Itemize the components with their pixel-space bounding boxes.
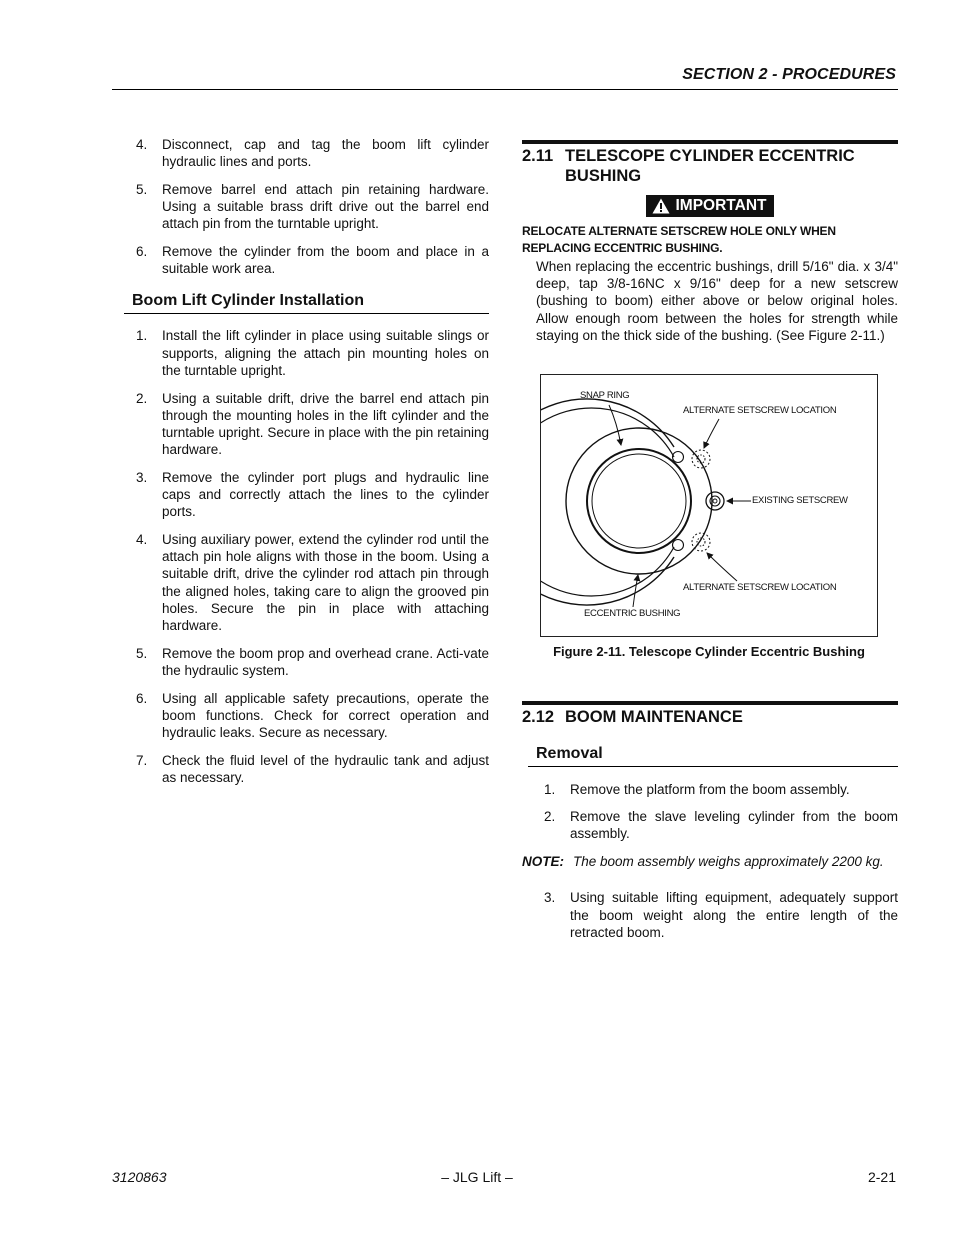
section-title: [522, 147, 898, 186]
body-paragraph: When replacing the eccentric bushings, drill 5/16" dia. x 3/4" deep, tap 3/8-16NC x 9/16" deep for a new setscrew (bushing to boom) either above or below original holes. Allow enough room between the holes for strength while staying on the thick side of the bushing. (See Figure 2-11.): [536, 259, 898, 343]
figure-caption: Figure 2-11. Telescope Cylinder Eccentric Bushing: [553, 644, 865, 659]
list-item: 4. Using auxiliary power, extend the cylinder rod until the attach pin hole aligns with those in the boom. Using a suitable drift, drive the cylinder rod attach pin through the aligned holes, taking care to align the grooved pin holes. Secure the pin in place with attaching hardware.: [136, 531, 489, 633]
list-item: 5. Remove the boom prop and overhead crane. Acti-vate the hydraulic system.: [136, 645, 489, 678]
installation-heading: Boom Lift Cylinder Installation: [124, 292, 489, 314]
left-column: [124, 136, 489, 797]
important-banner-wrap: [522, 195, 898, 217]
section-rule: [522, 140, 898, 144]
important-label: IMPORTANT: [675, 197, 767, 214]
list-item: 4. Disconnect, cap and tag the boom lift cylinder hydraulic lines and ports.: [136, 137, 489, 170]
footer-page-number: 2-21: [867, 1169, 896, 1185]
section-title-text: TELESCOPE CYLINDER ECCENTRIC BUSHING: [565, 147, 855, 185]
section-title-text: BOOM MAINTENANCE: [565, 708, 743, 726]
figure-eccentric-bushing: [540, 374, 878, 637]
list-item: 6. Remove the cylinder from the boom and place in a suitable work area.: [136, 244, 489, 277]
section-2-11: [522, 140, 898, 344]
label-existing-setscrew: EXISTING SETSCREW: [752, 495, 848, 506]
label-alternate-setscrew-top: ALTERNATE SETSCREW LOCATION: [683, 405, 837, 416]
list-item: 2. Using a suitable drift, drive the barrel end attach pin through the mounting holes in the lift cylinder and the turntable upright. Secure in place with the pin retaining hardware.: [136, 390, 489, 458]
boom-removal-steps-continued: [522, 889, 898, 941]
section-2-12: [522, 701, 898, 951]
list-item: 1. Remove the platform from the boom assembly.: [544, 781, 850, 797]
list-item: 2. Remove the slave leveling cylinder from the boom assembly.: [544, 809, 898, 842]
installation-steps-list: [124, 327, 489, 786]
note: [522, 853, 898, 870]
section-number: 2.11: [522, 147, 554, 165]
section-number: 2.12: [522, 708, 555, 726]
section-rule: [522, 701, 898, 705]
note-label: NOTE:: [522, 854, 564, 870]
section-header: SECTION 2 - PROCEDURES: [682, 66, 896, 83]
warning-icon: [652, 198, 670, 214]
list-item: 3. Remove the cylinder port plugs and hydraulic line caps and correctly attach the lines to the cylinder ports.: [136, 469, 489, 520]
footer-center: – JLG Lift –: [441, 1169, 513, 1185]
section-title: [522, 708, 898, 728]
removal-heading: Removal: [528, 745, 898, 767]
header-rule: [112, 89, 898, 90]
note-text: The boom assembly weighs approximately 2200 kg.: [573, 854, 884, 870]
footer-doc-number: 3120863: [112, 1169, 167, 1185]
list-item: 5. Remove barrel end attach pin retaining hardware. Using a suitable brass drift drive out the barrel end attach pin from the turntable upright.: [136, 181, 489, 232]
label-eccentric-bushing: ECCENTRIC BUSHING: [584, 608, 681, 619]
label-alternate-setscrew-bottom: ALTERNATE SETSCREW LOCATION: [683, 582, 837, 593]
removal-steps-list: [124, 136, 489, 277]
important-banner: [646, 195, 775, 217]
list-item: 3. Using suitable lifting equipment, adequately support the boom weight along the entire length of the retracted boom.: [544, 890, 898, 940]
list-item: 1. Install the lift cylinder in place using suitable slings or supports, aligning the attach pin mounting holes on the turntable upright.: [136, 328, 489, 378]
boom-removal-steps: [522, 781, 898, 843]
label-snap-ring: SNAP RING: [580, 390, 630, 401]
list-item: 7. Check the fluid level of the hydraulic tank and adjust as necessary.: [136, 752, 489, 785]
list-item: 6. Using all applicable safety precautions, operate the boom functions. Check for correct operation and hydraulic leaks. Secure as necessary.: [136, 690, 489, 740]
important-text: RELOCATE ALTERNATE SETSCREW HOLE ONLY WHEN REPLACING ECCENTRIC BUSHING.: [522, 224, 836, 255]
